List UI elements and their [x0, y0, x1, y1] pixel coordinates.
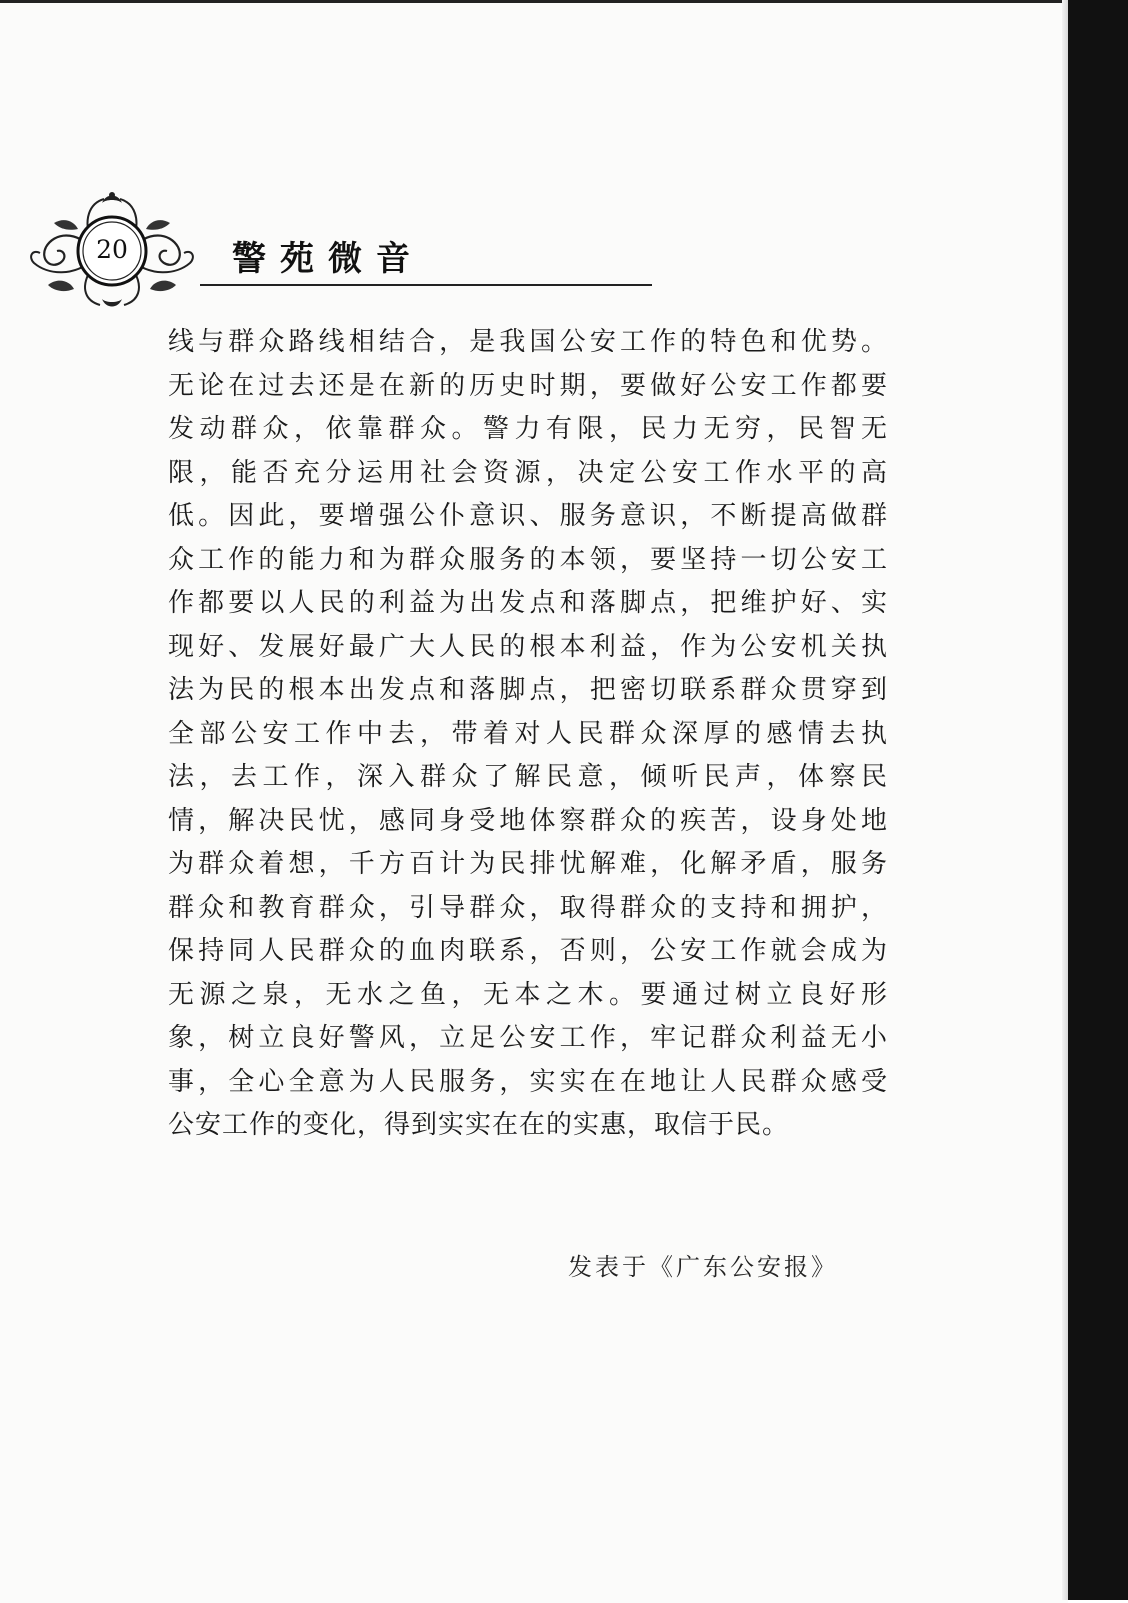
text-line: 无论在过去还是在新的历史时期，要做好公安工作都要: [168, 370, 888, 401]
header-rule: [200, 284, 652, 286]
text-line: 保持同人民群众的血肉联系，否则，公安工作就会成为: [168, 936, 888, 966]
publication-note: 发表于《广东公安报》: [568, 1253, 838, 1281]
text-line: 现好、发展好最广大人民的根本利益，作为公安机关执: [168, 631, 888, 662]
text-line: 发动群众，依靠群众。警力有限，民力无穷，民智无: [168, 414, 888, 444]
text-line: 全部公安工作中去，带着对人民群众深厚的感情去执: [168, 718, 888, 749]
text-line: 众工作的能力和为群众服务的本领，要坚持一切公安工: [168, 544, 888, 575]
text-line: 公安工作的变化，得到实实在在的实惠，取信于民。: [168, 1110, 790, 1140]
article-body: [168, 321, 888, 1148]
page-number: 20: [96, 235, 128, 264]
text-line: 法，去工作，深入群众了解民意，倾听民声，体察民: [168, 762, 888, 792]
running-title: 警苑微音: [232, 239, 424, 279]
text-line: 低。因此，要增强公仆意识、服务意识，不断提高做群: [168, 501, 888, 531]
text-line: 法为民的根本出发点和落脚点，把密切联系群众贯穿到: [168, 675, 888, 705]
text-line: 作都要以人民的利益为出发点和落脚点，把维护好、实: [168, 588, 888, 618]
text-line: 限，能否充分运用社会资源，决定公安工作水平的高: [168, 457, 888, 488]
text-line: 线与群众路线相结合，是我国公安工作的特色和优势。: [168, 327, 888, 357]
text-line: 事，全心全意为人民服务，实实在在地让人民群众感受: [168, 1066, 888, 1097]
text-line: 情，解决民忧，感同身受地体察群众的疾苦，设身处地: [168, 805, 888, 836]
text-line: 为群众着想，千方百计为民排忧解难，化解矛盾，服务: [168, 849, 888, 879]
scanner-border: [1068, 0, 1128, 1600]
text-line: 无源之泉，无水之鱼，无本之木。要通过树立良好形: [168, 979, 888, 1010]
text-line: 象，树立良好警风，立足公安工作，牢记群众利益无小: [168, 1023, 888, 1053]
text-line: 群众和教育群众，引导群众，取得群众的支持和拥护，: [168, 892, 888, 923]
